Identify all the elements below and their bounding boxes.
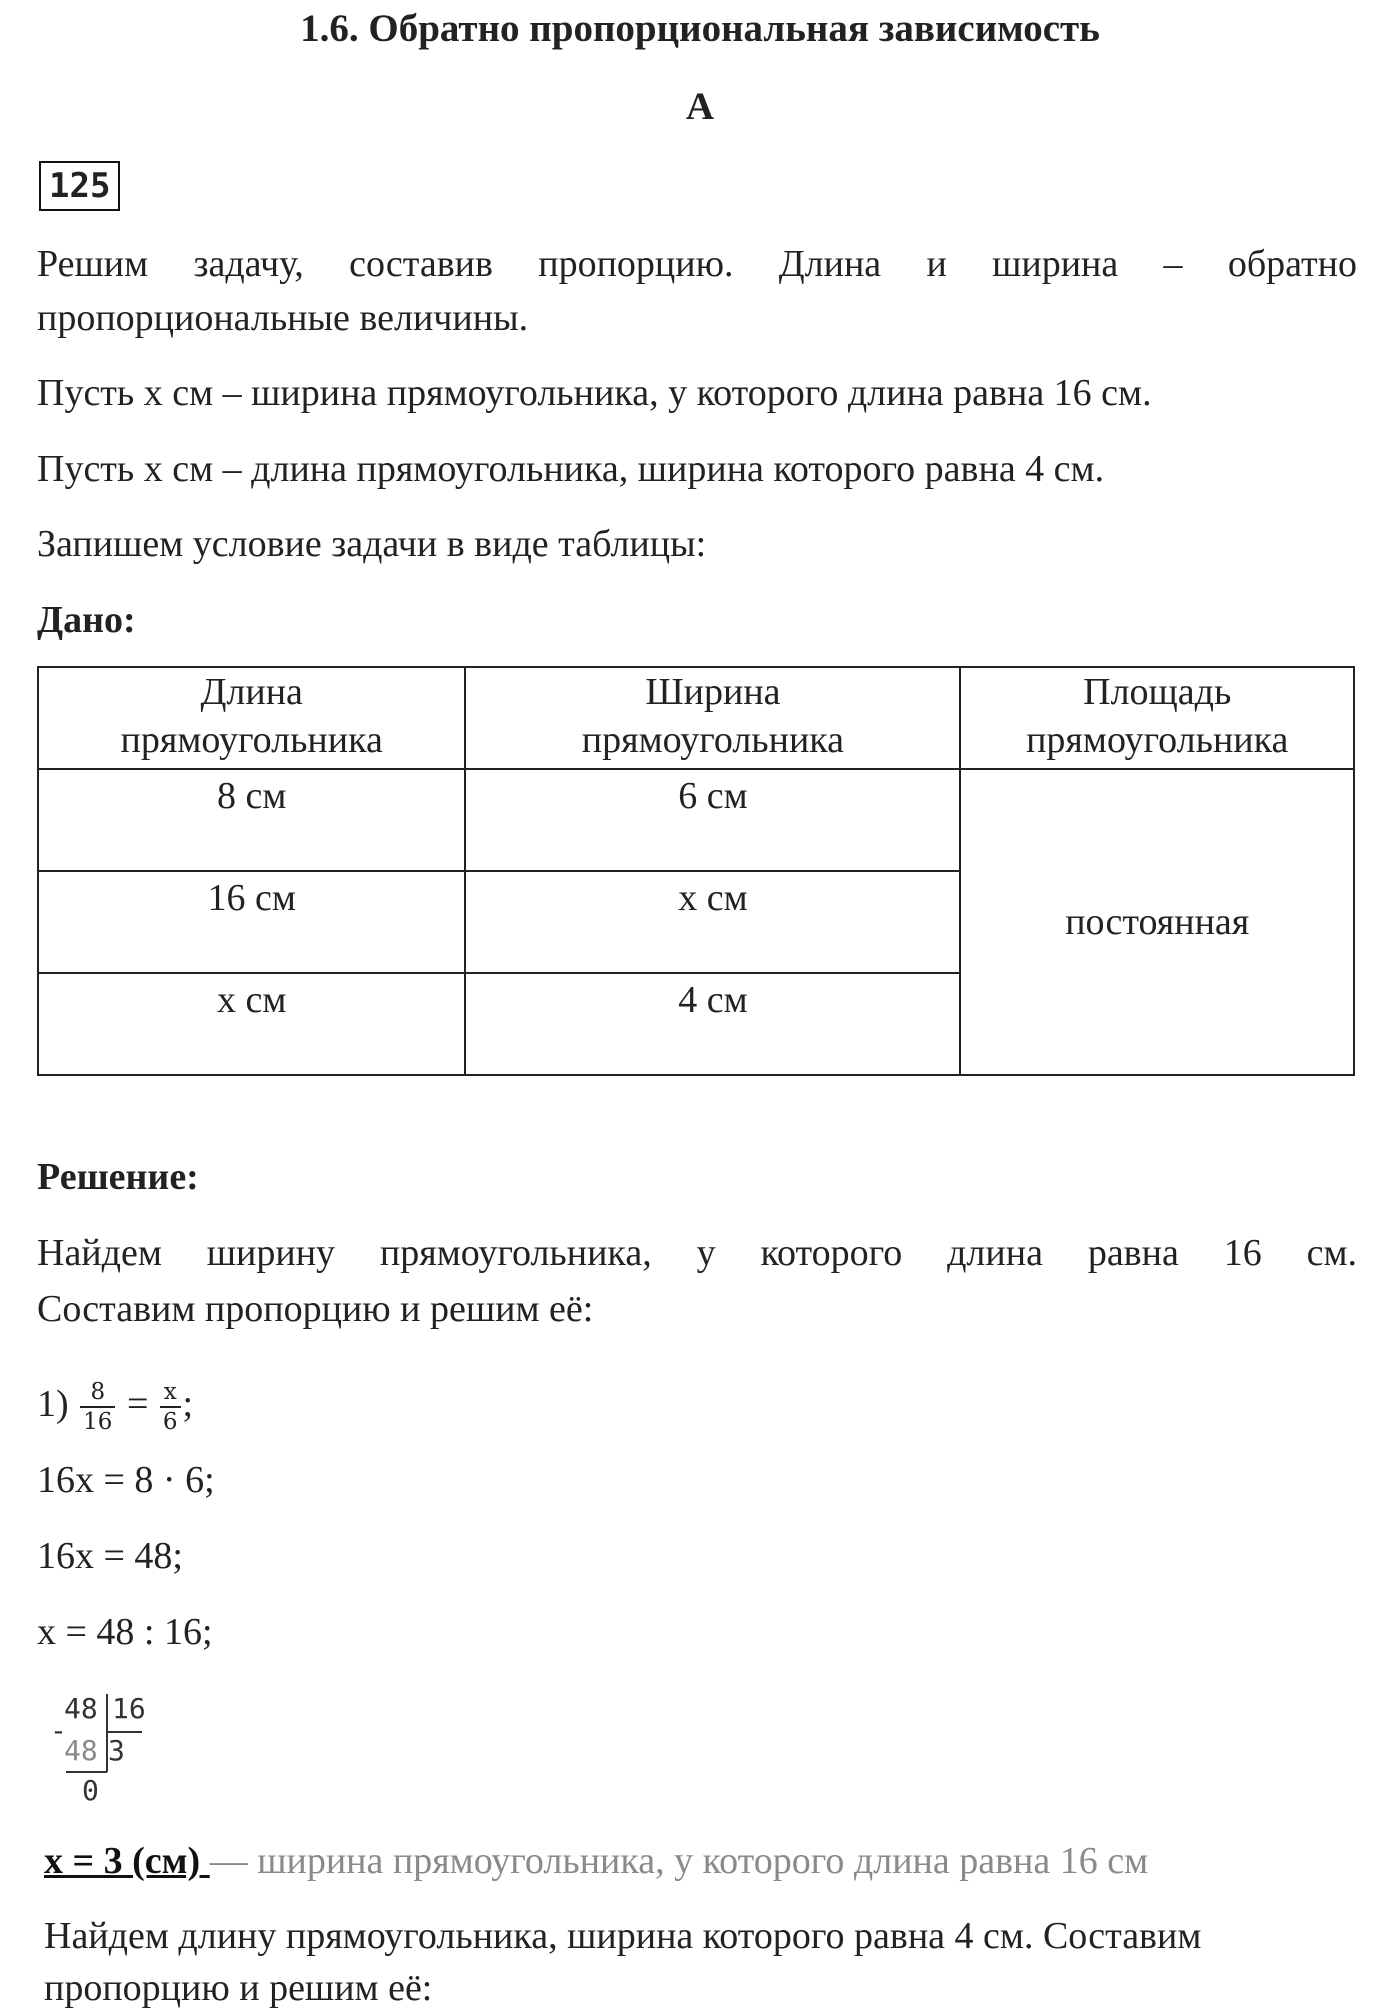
- table-cell: х см: [38, 973, 465, 1075]
- intro-line-1: Решим задачу, составив пропорцию. Длина и ширина – обратно: [37, 243, 1357, 285]
- table-cell: 8 см: [38, 769, 465, 871]
- table-intro: Запишем условие задачи в виде таблицы:: [37, 523, 707, 565]
- solution-label: Решение:: [37, 1156, 199, 1198]
- find-length-line-1: Найдем длину прямоугольника, ширина которого равна 4 см. Составим: [44, 1915, 1202, 1957]
- let-statement-2: Пусть х см – длина прямоугольника, ширина которого равна 4 см.: [37, 448, 1105, 490]
- given-label: Дано:: [37, 599, 136, 641]
- let-statement-1: Пусть х см – ширина прямоугольника, у которого длина равна 16 см.: [37, 372, 1152, 414]
- subtrahend: 48: [64, 1734, 98, 1767]
- equation-3: х = 48 : 16;: [37, 1611, 213, 1653]
- equation-2: 16х = 48;: [37, 1535, 183, 1577]
- header-width: Ширина прямоугольника: [465, 667, 960, 769]
- divisor: 16: [112, 1692, 146, 1725]
- minus-sign: -: [50, 1714, 67, 1747]
- find-length-line-2: пропорцию и решим её:: [44, 1967, 433, 2009]
- quotient: 3: [108, 1734, 125, 1767]
- table-header-row: [38, 667, 1354, 769]
- proportion-step: 1) $\frac{8}{16}$ = $\frac{x}{6}$ ;: [37, 1379, 194, 1436]
- fraction-right: $\frac{x}{6}$: [160, 1378, 181, 1436]
- find-width-line-1: Найдем ширину прямоугольника, у которого длина равна 16 см.: [37, 1232, 1357, 1274]
- intro-line-2: пропорциональные величины.: [37, 297, 529, 339]
- equation-1: 16х = 8 · 6;: [37, 1459, 215, 1501]
- answer-line: [44, 1835, 1148, 1887]
- table-cell: 16 см: [38, 871, 465, 973]
- answer-description: — ширина прямоугольника, у которого длина равна 16 см: [209, 1840, 1149, 1882]
- table-cell: 6 см: [465, 769, 960, 871]
- level-label: A: [685, 85, 715, 128]
- header-length: Длина прямоугольника: [38, 667, 465, 769]
- table-row: [38, 769, 1354, 871]
- header-area: Площадь прямоугольника: [960, 667, 1354, 769]
- task-number-badge: 125: [39, 161, 120, 211]
- dividend: 48: [64, 1692, 98, 1725]
- equals-sign: =: [126, 1383, 149, 1425]
- given-table: [37, 666, 1355, 1076]
- table-cell: 4 см: [465, 973, 960, 1075]
- fraction-left: $\frac{8}{16}$: [80, 1378, 115, 1436]
- division-lines: [50, 1688, 170, 1808]
- answer-value: х = 3 (см): [44, 1840, 210, 1882]
- find-width-line-2: Составим пропорцию и решим её:: [37, 1288, 594, 1330]
- step-number: 1): [37, 1383, 69, 1425]
- long-division: [50, 1688, 170, 1808]
- section-title: 1.6. Обратно пропорциональная зависимость: [300, 7, 1100, 50]
- remainder: 0: [82, 1774, 99, 1807]
- area-value-cell: постоянная: [960, 769, 1354, 1075]
- table-cell: х см: [465, 871, 960, 973]
